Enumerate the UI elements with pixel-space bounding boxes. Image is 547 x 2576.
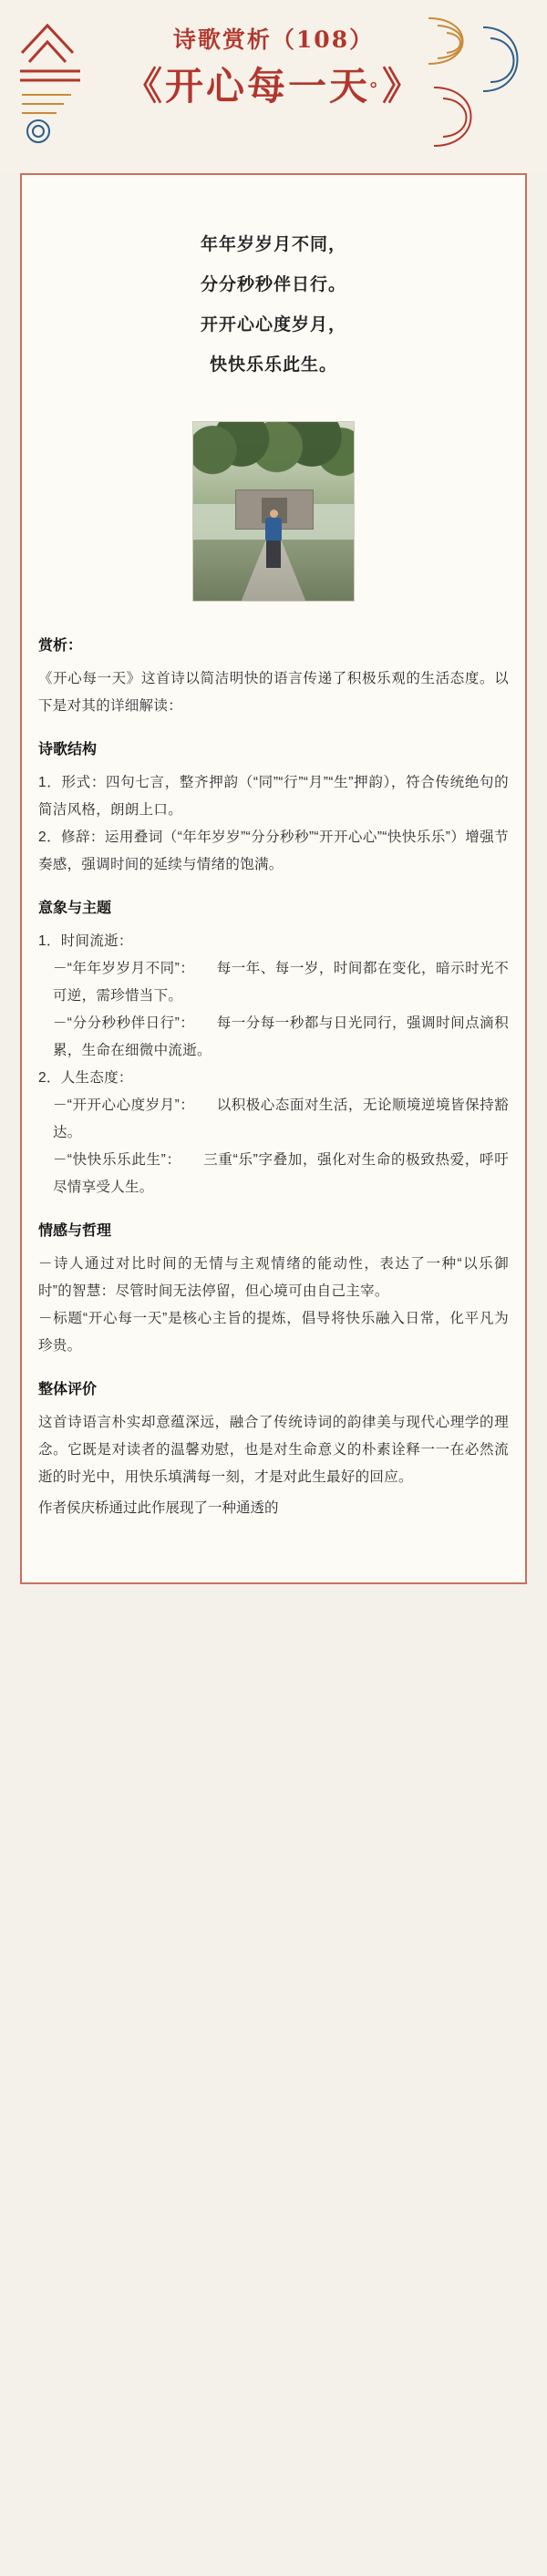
photo-person-legs — [266, 541, 281, 568]
poem-block — [38, 224, 509, 385]
section-item: －“分分秒秒伴日行”： 每一分每一秒都与日光同行，强调时间点滴积累，生命在细微中流逝。 — [53, 1015, 509, 1058]
analysis-intro: 《开心每一天》这首诗以简洁明快的语言传递了积极乐观的生活态度。以下是对其的详细解读： — [38, 671, 509, 714]
photo-person-head — [270, 510, 278, 518]
photo-person-body — [265, 518, 282, 541]
section-item: 这首诗语言朴实却意蕴深远，融合了传统诗词的韵律美与现代心理学的理念。它既是对读者的温馨劝慰，也是对生命意义的朴素诠释一一在必然流逝的时光中，用快乐填满每一刻，才是对此生最好的回应。 — [38, 1415, 509, 1485]
poem-line: 分分秒秒伴日行。 — [200, 274, 346, 294]
section-item: 1．时间流逝： — [38, 933, 133, 949]
card-bottom-spacer — [38, 1522, 509, 1546]
poem-line: 开开心心度岁月， — [200, 314, 346, 335]
section-item: －“开开心心度岁月”： 以积极心态面对生活，无论顺境逆境皆保持豁达。 — [53, 1097, 509, 1140]
section-item: 2．人生态度： — [38, 1070, 133, 1086]
page-header — [0, 0, 547, 173]
section-title: 情感与哲理 — [38, 1223, 112, 1239]
analysis-closing: 作者侯庆桥通过此作展现了一种通透的 — [38, 1500, 279, 1516]
park-photo — [192, 421, 355, 602]
page-title-mark: 。 — [370, 68, 382, 90]
page-title-text: 《开心每一天 — [123, 64, 370, 108]
photo-container — [38, 421, 509, 602]
page-title — [0, 57, 547, 111]
section-item: －诗人通过对比时间的无情与主观情绪的能动性，表达了一种“以乐御时”的智慧：尽管时间无法停留，但心境可由自己主宰。 — [38, 1256, 509, 1299]
section-item: 2．修辞：运用叠词（“年年岁岁”“分分秒秒”“开开心心”“快快乐乐”）增强节奏感，强调时间的延续与情绪的饱满。 — [38, 829, 509, 872]
section-item: －“快快乐乐此生”： 三重“乐”字叠加，强化对生命的极致热爱，呼吁尽情享受人生。 — [53, 1152, 509, 1195]
section-title: 意象与主题 — [38, 901, 112, 916]
section-item: 1．形式：四句七言，整齐押韵（“同”“行”“月”“生”押韵），符合传统绝句的简洁风格，朗朗上口。 — [38, 775, 509, 818]
section-item: －标题“开心每一天”是核心主旨的提炼，倡导将快乐融入日常，化平凡为珍贵。 — [38, 1311, 509, 1354]
analysis-heading: 赏析： — [38, 638, 83, 654]
poem-line: 快快乐乐此生。 — [209, 355, 337, 375]
section-item: －“年年岁岁月不同”： 每一年、每一岁，时间都在变化，暗示时光不可逆，需珍惜当下。 — [53, 961, 509, 1004]
series-title: 诗歌赏析（108） — [172, 26, 375, 53]
content-card — [20, 173, 527, 1584]
poem-line: 年年岁岁月不同， — [200, 234, 346, 254]
section-title: 整体评价 — [38, 1382, 98, 1397]
page-title-end: 》 — [382, 64, 424, 108]
section-title: 诗歌结构 — [38, 742, 98, 757]
